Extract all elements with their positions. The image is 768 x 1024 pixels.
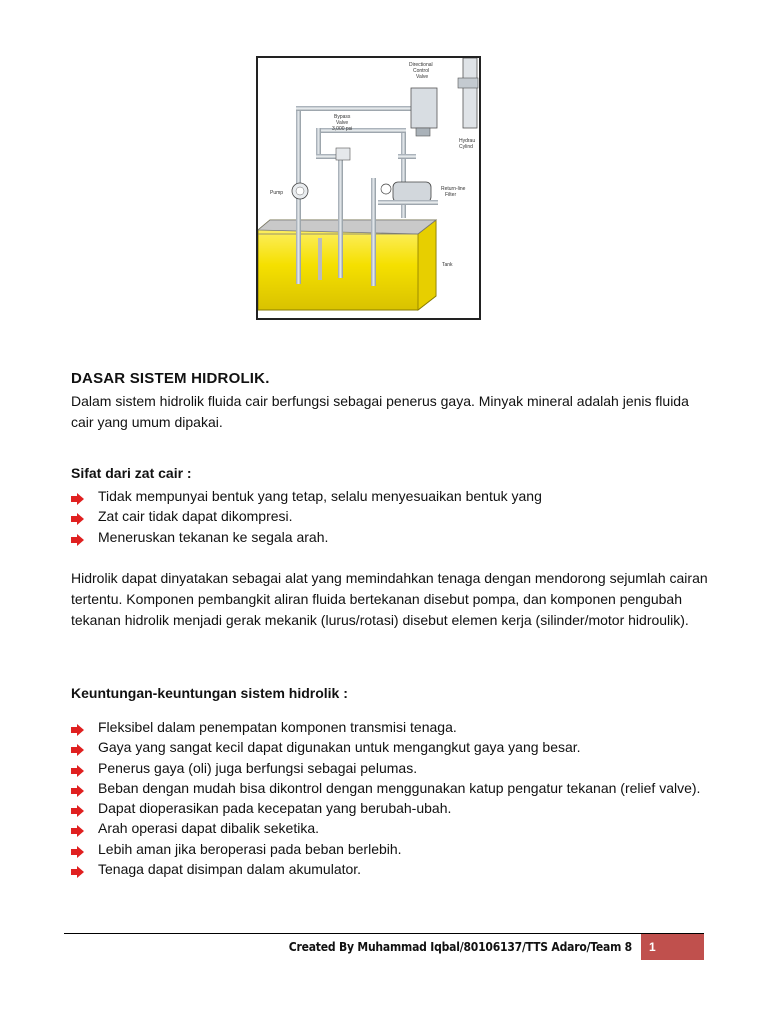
list-item: Arah operasi dapat dibalik seketika. xyxy=(71,818,711,838)
list-item: Lebih aman jika beroperasi pada beban berlebih. xyxy=(71,839,711,859)
label-bypass-2: Valve xyxy=(336,120,349,126)
hydraulic-diagram xyxy=(258,58,479,318)
arrow-bullet-icon xyxy=(71,531,85,543)
hydraulic-system-figure xyxy=(256,56,481,320)
hidrolik-paragraph: Hidrolik dapat dinyatakan sebagai alat yang memindahkan tenaga dengan mendorong sejumlah cairan tertentu. Komponen pembangkit aliran fluida bertekanan disebut pompa, dan komponen pengubah tekanan hidrolik menjadi gerak mekanik (lurus/rotasi) disebut elemen kerja (silinder/motor hidroulik). xyxy=(71,570,708,628)
arrow-bullet-icon xyxy=(71,721,85,733)
keuntungan-heading: Keuntungan-keuntungan sistem hidrolik : xyxy=(71,685,348,701)
label-pump: Pump xyxy=(270,190,284,196)
filter-shape xyxy=(393,182,431,202)
label-bypass-1: Bypass xyxy=(334,114,351,120)
list-item: Gaya yang sangat kecil dapat digunakan untuk mengangkut gaya yang besar. xyxy=(71,737,711,757)
arrow-bullet-icon xyxy=(71,490,85,502)
label-filter-1: Return-line xyxy=(441,186,466,192)
footer-divider xyxy=(64,933,704,934)
label-dcv-3: Valve xyxy=(416,74,429,80)
arrow-bullet-icon xyxy=(71,822,85,834)
list-item: Beban dengan mudah bisa dikontrol dengan menggunakan katup pengatur tekanan (relief valve). xyxy=(71,778,711,798)
footer-credit: Created By Muhammad Iqbal/80106137/TTS Adaro/Team 8 xyxy=(288,940,632,954)
list-item: Dapat dioperasikan pada kecepatan yang berubah-ubah. xyxy=(71,798,711,818)
arrow-bullet-icon xyxy=(71,782,85,794)
label-hydraulic-2: Cylind xyxy=(459,144,473,150)
directional-valve-shape xyxy=(411,88,437,128)
list-item: Meneruskan tekanan ke segala arah. xyxy=(71,527,711,547)
list-item: Penerus gaya (oli) juga berfungsi sebagai pelumas. xyxy=(71,758,711,778)
page-title: DASAR SISTEM HIDROLIK. xyxy=(71,370,270,387)
label-hydraulic-1: Hydrau xyxy=(459,138,476,144)
keuntungan-list xyxy=(71,717,711,879)
list-item: Tenaga dapat disimpan dalam akumulator. xyxy=(71,859,711,879)
label-dcv-2: Control xyxy=(413,68,430,74)
sifat-heading: Sifat dari zat cair : xyxy=(71,465,192,481)
list-item: Zat cair tidak dapat dikompresi. xyxy=(71,506,711,526)
arrow-bullet-icon xyxy=(71,741,85,753)
label-filter-2: Filter xyxy=(445,192,457,198)
label-bypass-3: 3,000 psi xyxy=(332,126,353,132)
list-item: Fleksibel dalam penempatan komponen transmisi tenaga. xyxy=(71,717,711,737)
intro-paragraph: Dalam sistem hidrolik fluida cair berfungsi sebagai penerus gaya. Minyak mineral adalah jenis fluida cair yang umum dipakai. xyxy=(71,393,689,430)
list-item: Tidak mempunyai bentuk yang tetap, selalu menyesuaikan bentuk yang xyxy=(71,486,711,506)
label-tank: Tank xyxy=(442,262,453,268)
sifat-list xyxy=(71,486,711,547)
label-dcv-1: Directional xyxy=(409,62,433,68)
arrow-bullet-icon xyxy=(71,762,85,774)
arrow-bullet-icon xyxy=(71,863,85,875)
page-number-badge: 1 xyxy=(641,934,704,960)
arrow-bullet-icon xyxy=(71,802,85,814)
arrow-bullet-icon xyxy=(71,843,85,855)
arrow-bullet-icon xyxy=(71,510,85,522)
